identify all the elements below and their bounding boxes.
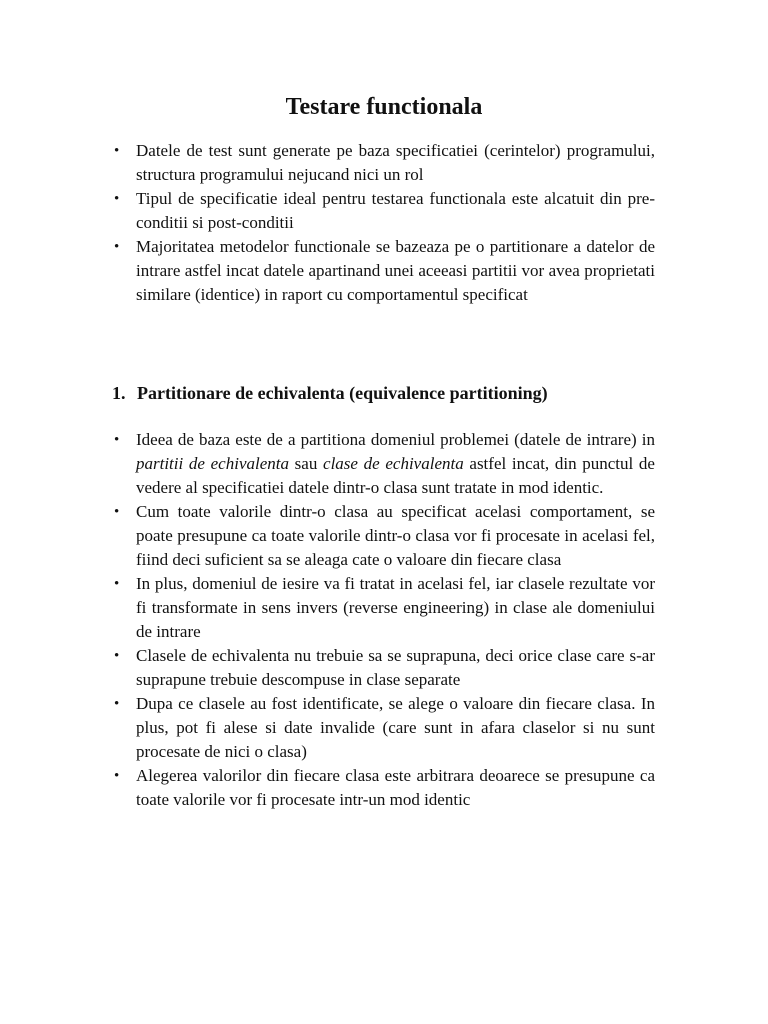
list-item	[112, 500, 655, 572]
bullet-text: Alegerea valorilor din fiecare clasa este arbitrara deoarece se presupune ca toate valorile vor fi procesate intr-un mod identic	[136, 766, 655, 809]
list-item	[112, 235, 655, 307]
bullet-text: Majoritatea metodelor functionale se bazeaza pe o partitionare a datelor de intrare astfel incat datele apartinand unei aceeasi partitii vor avea proprietati similare (identice) in raport cu comportamentul specificat	[136, 237, 655, 304]
section-heading	[112, 380, 672, 406]
list-item	[112, 187, 655, 235]
list-item	[112, 764, 655, 812]
bullet-icon: •	[114, 504, 120, 520]
section-number: 1.	[112, 383, 126, 403]
list-item	[112, 572, 655, 644]
bullet-text-part: sau	[289, 454, 324, 473]
bullet-text-part: astfel incat, din punctul de vedere al specificatiei datele dintr-o clasa sunt tratate in mod identic.	[136, 454, 655, 497]
bullet-icon: •	[114, 239, 120, 255]
bullet-icon: •	[114, 696, 120, 712]
bullet-icon: •	[114, 191, 120, 207]
page-title: Testare functionala	[285, 94, 483, 120]
bullet-text-part: Ideea de baza este de a partitiona domeniul problemei (datele de intrare) in	[136, 430, 655, 449]
section-title: Partitionare de echivalenta (equivalence partitioning)	[137, 383, 548, 403]
bullet-icon: •	[114, 576, 120, 592]
bullet-text: Tipul de specificatie ideal pentru testarea functionala este alcatuit din pre-conditii si post-conditii	[136, 189, 655, 232]
bullet-text: In plus, domeniul de iesire va fi tratat in acelasi fel, iar clasele rezultate vor fi transformate in sens invers (reverse engineering) in clase ale domeniului de intrare	[136, 574, 655, 641]
bullet-icon: •	[114, 648, 120, 664]
section1-bullet-list	[112, 428, 655, 812]
bullet-text: Clasele de echivalenta nu trebuie sa se suprapuna, deci orice clase care s-ar suprapune trebuie descompuse in clase separate	[136, 646, 655, 689]
bullet-text-italic: clase de echivalenta	[323, 454, 464, 473]
bullet-icon: •	[114, 768, 120, 784]
bullet-text: Cum toate valorile dintr-o clasa au specificat acelasi comportament, se poate presupune ca toate valorile dintr-o clasa vor fi procesate in acelasi fel, fiind deci suficient sa se aleaga cate o valoare din fiecare clasa	[136, 502, 655, 569]
bullet-icon: •	[114, 143, 120, 159]
bullet-icon: •	[114, 432, 120, 448]
bullet-text-italic: partitii de echivalenta	[136, 454, 289, 473]
list-item	[112, 428, 655, 500]
list-item	[112, 139, 655, 187]
list-item	[112, 644, 655, 692]
list-item	[112, 692, 655, 764]
intro-bullet-list	[112, 139, 655, 307]
bullet-text: Dupa ce clasele au fost identificate, se alege o valoare din fiecare clasa. In plus, pot fi alese si date invalide (care sunt in afara claselor si nu sunt procesate de nici o clasa)	[136, 694, 655, 761]
bullet-text: Datele de test sunt generate pe baza specificatiei (cerintelor) programului, structura programului nejucand nici un rol	[136, 141, 655, 184]
